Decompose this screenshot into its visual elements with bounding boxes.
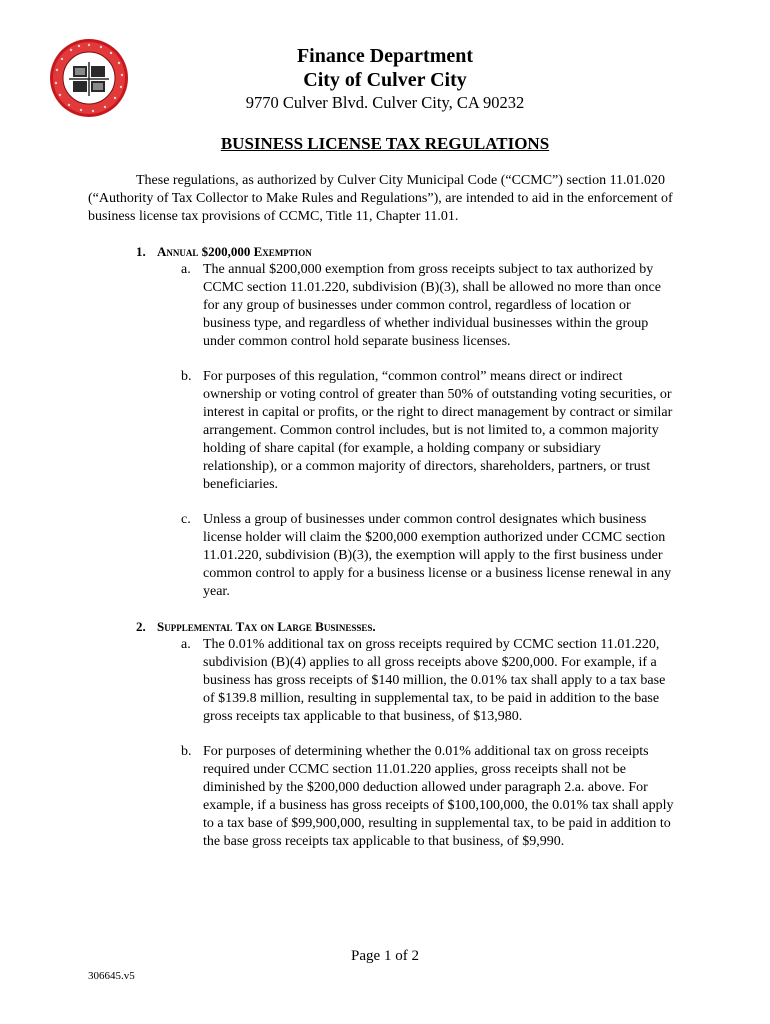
item-text: The 0.01% additional tax on gross receipts required by CCMC section 11.01.220, subdivision (B)(4) applies to all gross receipts above $200,000. For example, if a business has gross receipts of $140 million, the 0.01% tax shall apply to a tax base of $139.8 million, resulting in supplemental tax, to be paid in addition to the base gross receipts tax applicable to that business, of $13,980. [203,637,666,724]
section-number: 2. [136,619,146,634]
item-text: The annual $200,000 exemption from gross receipts subject to tax authorized by CCMC section 11.01.220, subdivision (B)(3), shall be allowed no more than once for any group of businesses under common control, regardless of location or business type, and regardless of whether individual businesses within the group under common control hold separate business licenses. [203,262,661,349]
city-heading: City of Culver City [303,69,467,91]
document-code: 306645.v5 [88,970,135,982]
address-line: 9770 Culver Blvd. Culver City, CA 90232 [245,93,525,112]
list-item [181,511,676,601]
list-item [181,368,676,494]
item-label: a. [181,637,191,652]
city-seal-icon [49,38,129,118]
item-text: For purposes of determining whether the 0.01% additional tax on gross receipts required under CCMC section 11.01.220 applies, gross receipts shall not be diminished by the $200,000 deduction allowed under paragraph 2.a. above. For example, if a business has gross receipts of $100,100,000, the 0.01% tax shall apply to a tax base of $99,900,000, resulting in supplemental tax, to be paid in addition to the base gross receipts tax applicable to that business, of $9,990. [203,744,674,849]
list-item [181,743,676,851]
department-heading: Finance Department [296,45,474,67]
item-text: Unless a group of businesses under common control designates which business license holder will claim the $200,000 exemption authorized under CCMC section 11.01.220, subdivision (B)(3), the exemption will apply to the first business under common control to apply for a business license or a business license renewal in any year. [203,512,672,599]
item-label: a. [181,262,191,277]
section-number: 1. [136,244,146,259]
section-title: Supplemental Tax on Large Businesses. [157,619,376,634]
item-text: For purposes of this regulation, “common control” means direct or indirect ownership or voting control of greater than 50% of outstanding voting securities, or interest in capital or profits, or the right to direct management by contract or similar arrangement. Common control includes, but is not limited to, a common majority holding of share capital (for example, a holding company or subsidiary relationship), or a common majority of directors, shareholders, partners, or trust beneficiaries. [203,369,673,492]
page-number: Page 1 of 2 [351,948,419,964]
section-title: Annual $200,000 Exemption [157,244,312,259]
list-item [181,636,676,726]
document-title: BUSINESS LICENSE TAX REGULATIONS [220,134,550,153]
section-heading [136,243,312,261]
item-label: b. [181,369,192,384]
item-label: c. [181,512,191,527]
item-label: b. [181,744,192,759]
intro-paragraph: These regulations, as authorized by Culver City Municipal Code (“CCMC”) section 11.01.020 (“Authority of Tax Collector to Make Rules and Regulations”), are intended to aid in the enforcement of business license tax provisions of CCMC, Title 11, Chapter 11.01. [88,173,673,224]
section-heading [136,618,376,636]
list-item [181,261,676,351]
